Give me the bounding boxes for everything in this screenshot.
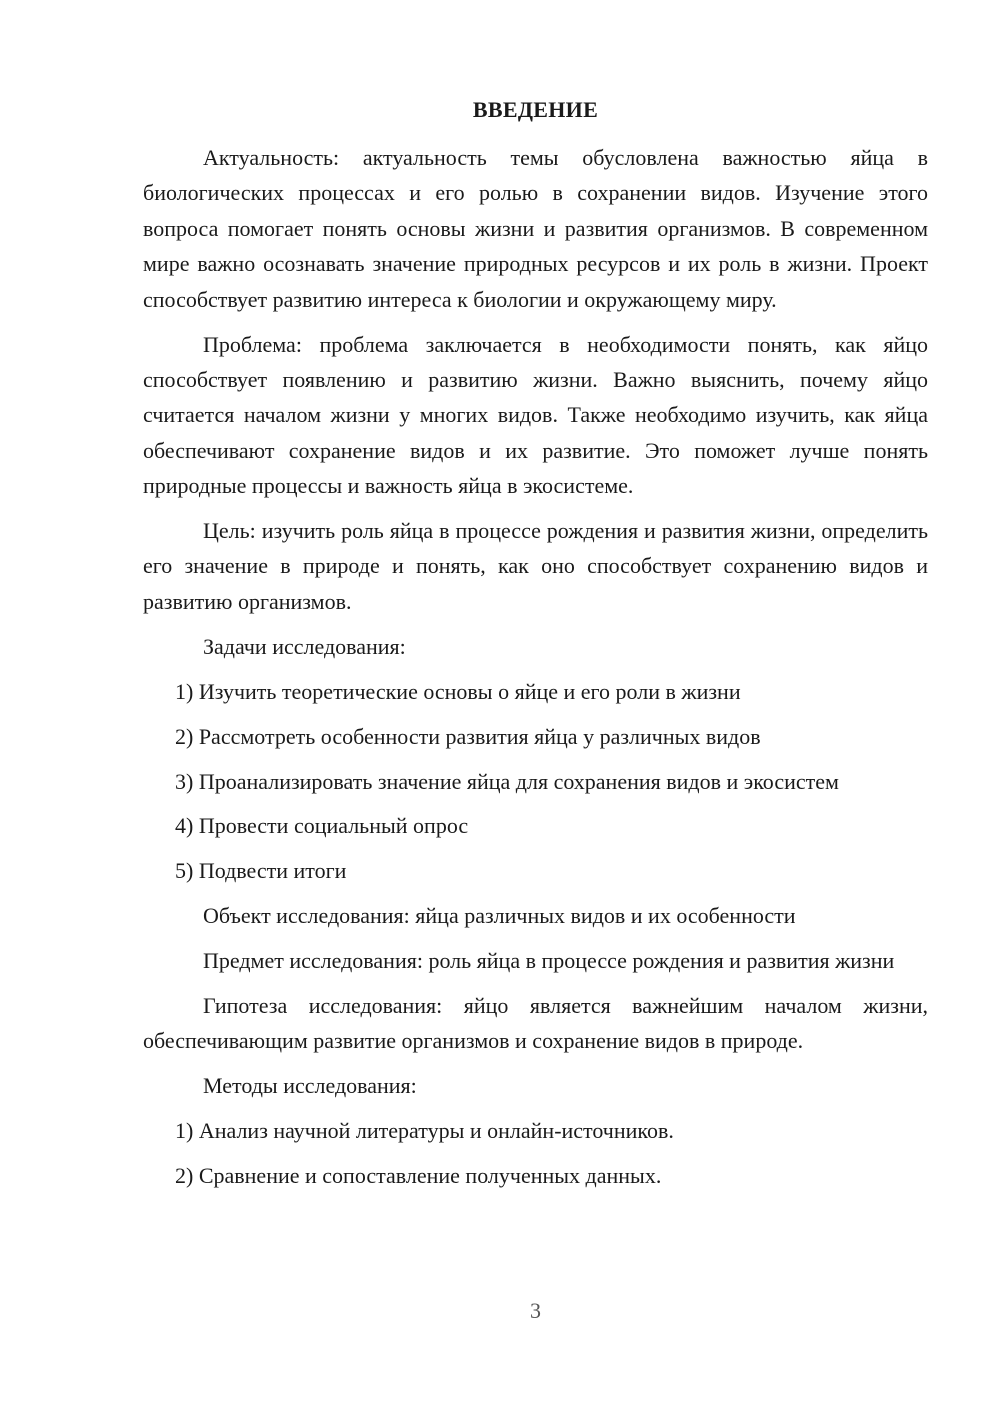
- method-item-1: 1) Анализ научной литературы и онлайн-источников.: [175, 1118, 674, 1144]
- paragraph-hypothesis: Гипотеза исследования: яйцо является важнейшим началом жизни, обеспечивающим развитие организмов и сохранение видов в природе.: [143, 993, 928, 1054]
- methods-heading: Методы исследования:: [203, 1073, 417, 1099]
- paragraph-goal: Цель: изучить роль яйца в процессе рождения и развития жизни, определить его значение в природе и понять, как оно способствует сохранению видов и развитию организмов.: [143, 518, 928, 614]
- paragraph-problem: Проблема: проблема заключается в необходимости понять, как яйцо способствует появлению и развитию жизни. Важно выяснить, почему яйцо считается началом жизни у многих видов. Также необходимо изучить, как яйца обеспечивают сохранение видов и их развитие. Это поможет лучше понять природные процессы и важность яйца в экосистеме.: [143, 331, 928, 499]
- page-number: 3: [530, 1298, 541, 1323]
- task-item-1: 1) Изучить теоретические основы о яйце и его роли в жизни: [175, 678, 741, 704]
- paragraph-relevance: Актуальность: актуальность темы обусловлена важностью яйца в биологических процессах и его ролью в сохранении видов. Изучение этого вопроса помогает понять основы жизни и развития организмов. В современном мире важно осознавать значение природных ресурсов и их роль в жизни. Проект способствует развитию интереса к биологии и окружающему миру.: [143, 145, 928, 312]
- tasks-heading: Задачи исследования:: [203, 633, 406, 659]
- task-item-4: 4) Провести социальный опрос: [175, 813, 469, 839]
- paragraph-object: Объект исследования: яйца различных видов и их особенности: [203, 903, 796, 929]
- document-page: [143, 0, 928, 1414]
- task-item-2: 2) Рассмотреть особенности развития яйца у различных видов: [175, 723, 761, 749]
- method-item-2: 2) Сравнение и сопоставление полученных данных.: [175, 1163, 662, 1189]
- paragraph-subject: Предмет исследования: роль яйца в процессе рождения и развития жизни: [203, 948, 895, 974]
- task-item-5: 5) Подвести итоги: [175, 858, 347, 884]
- section-body: [143, 140, 928, 1203]
- task-item-3: 3) Проанализировать значение яйца для сохранения видов и экосистем: [175, 768, 839, 794]
- section-title: ВВЕДЕНИЕ: [472, 97, 599, 122]
